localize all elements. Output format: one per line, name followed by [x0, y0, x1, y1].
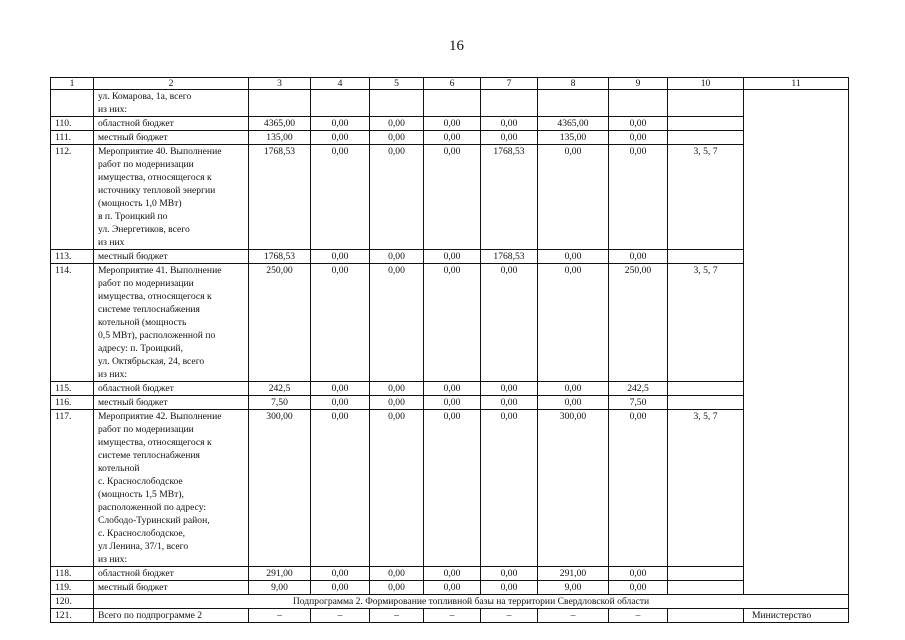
table-row	[51, 131, 849, 145]
description-line: Слободо-Туринский район,	[98, 515, 210, 526]
value-col-8: 291,00	[538, 567, 609, 581]
value-col-10	[668, 382, 744, 396]
value-col-4: 0,00	[311, 581, 370, 595]
row-description: местный бюджет	[94, 581, 249, 595]
budget-table	[50, 77, 849, 623]
value-col-3: 7,50	[249, 396, 311, 410]
description-line: из них:	[98, 104, 128, 115]
description-line: (мощность 1,5 МВт),	[98, 489, 184, 500]
row-number: 111.	[51, 131, 94, 145]
value-col-10: 3, 5, 7	[668, 264, 744, 382]
table-row	[51, 609, 849, 623]
value-col-6: 0,00	[424, 382, 481, 396]
value-col-4: 0,00	[311, 264, 370, 382]
value-col-8: 0,00	[538, 382, 609, 396]
value-col-5: 0,00	[370, 145, 424, 250]
value-col-4: 0,00	[311, 145, 370, 250]
description-line: расположенной по адресу:	[98, 502, 207, 513]
value-col-5: –	[370, 609, 424, 623]
value-col-10: 3, 5, 7	[668, 145, 744, 250]
description-line: котельной	[98, 463, 140, 474]
table-row	[51, 581, 849, 595]
description-line: ул. Энергетиков, всего	[98, 224, 190, 235]
value-col-6: 0,00	[424, 396, 481, 410]
value-col-3: 291,00	[249, 567, 311, 581]
table-row	[51, 117, 849, 131]
value-col-9: 0,00	[609, 117, 668, 131]
value-col-9: 0,00	[609, 250, 668, 264]
table-row	[51, 567, 849, 581]
value-col-4: 0,00	[311, 117, 370, 131]
value-col-3: 242,5	[249, 382, 311, 396]
description-line: источнику тепловой энергии	[98, 185, 216, 196]
page-number	[0, 36, 905, 56]
value-col-7: 0,00	[481, 382, 538, 396]
value-col-3: 1768,53	[249, 250, 311, 264]
value-col-10: 3, 5, 7	[668, 410, 744, 567]
value-col-9: 0,00	[609, 581, 668, 595]
row-description	[94, 264, 249, 382]
value-col-4: 0,00	[311, 382, 370, 396]
row-number: 115.	[51, 382, 94, 396]
value-col-7: 1768,53	[481, 250, 538, 264]
value-col-9: 0,00	[609, 145, 668, 250]
value-col-7: 0,00	[481, 264, 538, 382]
row-number: 119.	[51, 581, 94, 595]
value-col-4: 0,00	[311, 396, 370, 410]
value-col-7: 0,00	[481, 410, 538, 567]
description-line: имущества, относящегося к	[98, 291, 212, 302]
value-col-8: 135,00	[538, 131, 609, 145]
value-col-5: 0,00	[370, 581, 424, 595]
table-row	[51, 250, 849, 264]
description-line: в п. Троицкий по	[98, 211, 168, 222]
value-col-7: 0,00	[481, 396, 538, 410]
value-col-8: 0,00	[538, 396, 609, 410]
value-col-3: 135,00	[249, 131, 311, 145]
value-col-9: 0,00	[609, 410, 668, 567]
value-col-3: 4365,00	[249, 117, 311, 131]
table-row	[51, 410, 849, 567]
description-line: из них:	[98, 369, 128, 380]
value-col-8: 4365,00	[538, 117, 609, 131]
row-description	[94, 90, 249, 117]
column-header-6: 6	[424, 78, 481, 90]
description-line: из них:	[98, 554, 128, 565]
column-header-5: 5	[370, 78, 424, 90]
description-line: имущества, относящегося к	[98, 437, 212, 448]
value-col-6: 0,00	[424, 145, 481, 250]
value-col-4: –	[311, 609, 370, 623]
value-col-6: 0,00	[424, 117, 481, 131]
value-col-8: 9,00	[538, 581, 609, 595]
responsible-cell	[744, 90, 849, 595]
value-col-9: –	[609, 609, 668, 623]
description-line: (мощность 1,0 МВт)	[98, 198, 182, 209]
row-number	[51, 90, 94, 117]
description-line: ул. Октябрьская, 24, всего	[98, 356, 205, 367]
table-row	[51, 396, 849, 410]
row-description: областной бюджет	[94, 117, 249, 131]
row-number: 114.	[51, 264, 94, 382]
value-col-7	[481, 90, 538, 117]
value-col-6: 0,00	[424, 567, 481, 581]
value-col-6: 0,00	[424, 410, 481, 567]
column-header-11: 11	[744, 78, 849, 90]
table-body	[51, 78, 849, 623]
description-line: с. Краснослободское	[98, 476, 183, 487]
value-col-3: –	[249, 609, 311, 623]
row-description: местный бюджет	[94, 396, 249, 410]
value-col-4: 0,00	[311, 410, 370, 567]
value-col-5: 0,00	[370, 382, 424, 396]
column-header-8: 8	[538, 78, 609, 90]
value-col-8: 0,00	[538, 264, 609, 382]
column-header-row	[51, 78, 849, 90]
value-col-9: 242,5	[609, 382, 668, 396]
value-col-4: 0,00	[311, 567, 370, 581]
description-line: котельной (мощность	[98, 317, 187, 328]
row-description: областной бюджет	[94, 382, 249, 396]
value-col-6: 0,00	[424, 250, 481, 264]
value-col-7: 0,00	[481, 131, 538, 145]
description-line: 0,5 МВт), расположенной по	[98, 330, 216, 341]
value-col-3: 250,00	[249, 264, 311, 382]
value-col-10	[668, 609, 744, 623]
value-col-7: 0,00	[481, 567, 538, 581]
column-header-3: 3	[249, 78, 311, 90]
description-line: адресу: п. Троицкий,	[98, 343, 183, 354]
row-number: 117.	[51, 410, 94, 567]
value-col-8: 300,00	[538, 410, 609, 567]
value-col-5: 0,00	[370, 131, 424, 145]
value-col-6	[424, 90, 481, 117]
value-col-3: 1768,53	[249, 145, 311, 250]
value-col-9: 0,00	[609, 131, 668, 145]
description-line: Мероприятие 41. Выполнение	[98, 265, 222, 276]
description-line: Мероприятие 40. Выполнение	[98, 146, 222, 157]
value-col-6: –	[424, 609, 481, 623]
page-number-text: 16	[449, 38, 464, 54]
value-col-5: 0,00	[370, 567, 424, 581]
column-header-2: 2	[94, 78, 249, 90]
value-col-9: 250,00	[609, 264, 668, 382]
table-row	[51, 145, 849, 250]
description-line: работ по модернизации	[98, 159, 194, 170]
column-header-9: 9	[609, 78, 668, 90]
value-col-6: 0,00	[424, 581, 481, 595]
value-col-8: –	[538, 609, 609, 623]
row-number: 116.	[51, 396, 94, 410]
description-line: с. Краснослободское,	[98, 528, 186, 539]
value-col-4: 0,00	[311, 250, 370, 264]
value-col-10	[668, 396, 744, 410]
description-line: Мероприятие 42. Выполнение	[98, 411, 222, 422]
value-col-8	[538, 90, 609, 117]
description-line: системе теплоснабжения	[98, 450, 200, 461]
value-col-5: 0,00	[370, 117, 424, 131]
value-col-6: 0,00	[424, 264, 481, 382]
value-col-5: 0,00	[370, 250, 424, 264]
value-col-7: 0,00	[481, 581, 538, 595]
value-col-3	[249, 90, 311, 117]
description-line: работ по модернизации	[98, 278, 194, 289]
row-number: 112.	[51, 145, 94, 250]
subprogram-row	[51, 595, 849, 609]
value-col-10	[668, 250, 744, 264]
column-header-10: 10	[668, 78, 744, 90]
subprogram-title: Подпрограмма 2. Формирование топливной базы на территории Свердловской области	[94, 595, 849, 609]
column-header-7: 7	[481, 78, 538, 90]
value-col-9	[609, 90, 668, 117]
value-col-8: 0,00	[538, 250, 609, 264]
description-line: работ по модернизации	[98, 424, 194, 435]
row-description: местный бюджет	[94, 131, 249, 145]
table-row	[51, 90, 849, 117]
description-line: ул Ленина, 37/1, всего	[98, 541, 189, 552]
column-header-1: 1	[51, 78, 94, 90]
description-line: из них	[98, 237, 125, 248]
row-description	[94, 145, 249, 250]
value-col-7: –	[481, 609, 538, 623]
value-col-10	[668, 567, 744, 581]
value-col-10	[668, 117, 744, 131]
value-col-5: 0,00	[370, 264, 424, 382]
value-col-3: 300,00	[249, 410, 311, 567]
value-col-10	[668, 90, 744, 117]
value-col-3: 9,00	[249, 581, 311, 595]
value-col-9: 0,00	[609, 567, 668, 581]
description-line: имущества, относящегося к	[98, 172, 212, 183]
table-row	[51, 264, 849, 382]
value-col-6: 0,00	[424, 131, 481, 145]
row-description: местный бюджет	[94, 250, 249, 264]
value-col-7: 0,00	[481, 117, 538, 131]
responsible-cell: Министерство	[744, 609, 849, 623]
value-col-8: 0,00	[538, 145, 609, 250]
value-col-10	[668, 131, 744, 145]
row-description	[94, 410, 249, 567]
row-number: 113.	[51, 250, 94, 264]
value-col-4: 0,00	[311, 131, 370, 145]
column-header-4: 4	[311, 78, 370, 90]
value-col-5	[370, 90, 424, 117]
value-col-10	[668, 581, 744, 595]
row-number: 110.	[51, 117, 94, 131]
description-line: ул. Комарова, 1а, всего	[98, 91, 192, 102]
row-description: Всего по подпрограмме 2	[94, 609, 249, 623]
value-col-5: 0,00	[370, 410, 424, 567]
row-number: 120.	[51, 595, 94, 609]
row-number: 121.	[51, 609, 94, 623]
value-col-4	[311, 90, 370, 117]
value-col-7: 1768,53	[481, 145, 538, 250]
description-line: системе теплоснабжения	[98, 304, 200, 315]
value-col-5: 0,00	[370, 396, 424, 410]
row-description: областной бюджет	[94, 567, 249, 581]
value-col-9: 7,50	[609, 396, 668, 410]
row-number: 118.	[51, 567, 94, 581]
table-row	[51, 382, 849, 396]
